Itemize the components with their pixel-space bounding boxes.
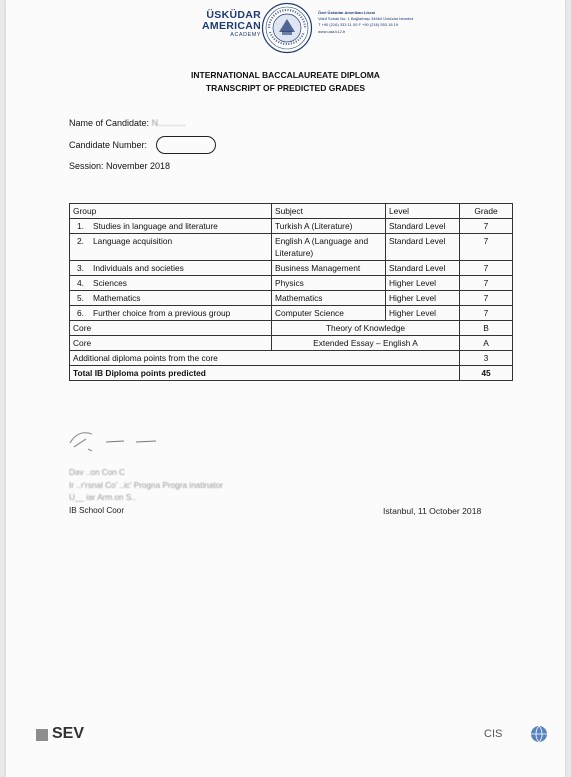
contact-line: T +90 (216) 333 11 00 F +90 (216) 553 18 19 [318, 22, 399, 28]
grade-cell: A [460, 336, 513, 351]
total-label: Total IB Diploma points predicted [70, 366, 460, 381]
candidate-name-label: Name of Candidate: [69, 118, 150, 128]
table-row [70, 276, 513, 291]
level-cell: Standard Level [386, 219, 460, 234]
group-cell: 5. Mathematics [70, 291, 272, 306]
table-row-total [70, 366, 513, 381]
title-line-2: TRANSCRIPT OF PREDICTED GRADES [205, 83, 366, 93]
grade-cell: 7 [460, 306, 513, 321]
header-group: Group [70, 204, 272, 219]
table-row [70, 306, 513, 321]
grade-cell: 7 [460, 219, 513, 234]
level-cell: Standard Level [386, 234, 460, 261]
subject-cell: Turkish A (Literature) [272, 219, 386, 234]
document-title [6, 69, 571, 95]
school-logo-text [201, 10, 261, 39]
signatory-line: IB School Coor [69, 505, 125, 515]
issue-date: Istanbul, 11 October 2018 [383, 506, 482, 516]
signature-block [69, 467, 223, 517]
table-row-core [70, 321, 513, 336]
additional-grade: 3 [460, 351, 513, 366]
group-cell: 1. Studies in language and literature [70, 219, 272, 234]
signatory-line: U__ iar Arm.on S.. [69, 493, 136, 502]
level-cell: Higher Level [386, 276, 460, 291]
subject-cell: Theory of Knowledge [272, 321, 460, 336]
logo-line-2: AMERICAN [202, 20, 261, 32]
session-text: Session: November 2018 [69, 161, 171, 171]
grade-cell: 7 [460, 291, 513, 306]
group-cell: Core [70, 321, 272, 336]
title-line-1: INTERNATIONAL BACCALAUREATE DIPLOMA [191, 70, 380, 80]
school-contact-block [318, 10, 458, 35]
subject-cell: English A (Language and Literature) [272, 234, 386, 261]
contact-line: Vakıf Sokak No: 1 Bağlarbaşı 34664 Üsküdar İstanbul [318, 16, 414, 22]
cis-logo-text: CIS [484, 728, 503, 740]
signature-image [66, 425, 176, 465]
additional-label: Additional diploma points from the core [70, 351, 460, 366]
grade-cell: 7 [460, 234, 513, 261]
subject-cell: Physics [272, 276, 386, 291]
subject-cell: Mathematics [272, 291, 386, 306]
signatory-line: Dav ..on Con C [69, 468, 125, 477]
subject-cell: Extended Essay – English A [272, 336, 460, 351]
grade-cell: 7 [460, 276, 513, 291]
table-header-row [70, 204, 513, 219]
table-row [70, 219, 513, 234]
table-row-additional [70, 351, 513, 366]
school-seal-icon [261, 2, 313, 54]
candidate-number-box [156, 136, 216, 154]
subject-cell: Business Management [272, 261, 386, 276]
cis-logo [484, 723, 554, 747]
header-grade: Grade [460, 204, 513, 219]
level-cell: Standard Level [386, 261, 460, 276]
contact-line: www.uaa.k12.tr [318, 28, 346, 34]
group-cell: 6. Further choice from a previous group [70, 306, 272, 321]
logo-line-1: ÜSKÜDAR [206, 9, 261, 21]
group-cell: 2. Language acquisition [70, 234, 272, 261]
subject-cell: Computer Science [272, 306, 386, 321]
grade-cell: 7 [460, 261, 513, 276]
table-row [70, 234, 513, 261]
document-page [6, 0, 565, 777]
header-level: Level [386, 204, 460, 219]
grades-table [69, 203, 513, 381]
candidate-name-row [69, 118, 186, 128]
group-cell: 3. Individuals and societies [70, 261, 272, 276]
level-cell: Higher Level [386, 306, 460, 321]
table-row-core [70, 336, 513, 351]
contact-line: Özel Üsküdar Amerikan Lisesi [318, 10, 376, 15]
level-cell: Higher Level [386, 291, 460, 306]
candidate-name-value: N........... [151, 118, 186, 128]
candidate-number-label: Candidate Number: [69, 140, 148, 150]
table-row [70, 291, 513, 306]
grade-cell: B [460, 321, 513, 336]
logo-line-3: ACADEMY [230, 32, 261, 38]
globe-icon [530, 725, 548, 743]
sev-logo-text: SEV [52, 725, 85, 742]
header-subject: Subject [272, 204, 386, 219]
sev-logo [36, 723, 116, 747]
total-grade: 45 [460, 366, 513, 381]
signatory-line: Ir ..r'rsnal Co' ..ic' Progna Progra inatinator [69, 480, 223, 490]
group-cell: 4. Sciences [70, 276, 272, 291]
group-cell: Core [70, 336, 272, 351]
table-row [70, 261, 513, 276]
